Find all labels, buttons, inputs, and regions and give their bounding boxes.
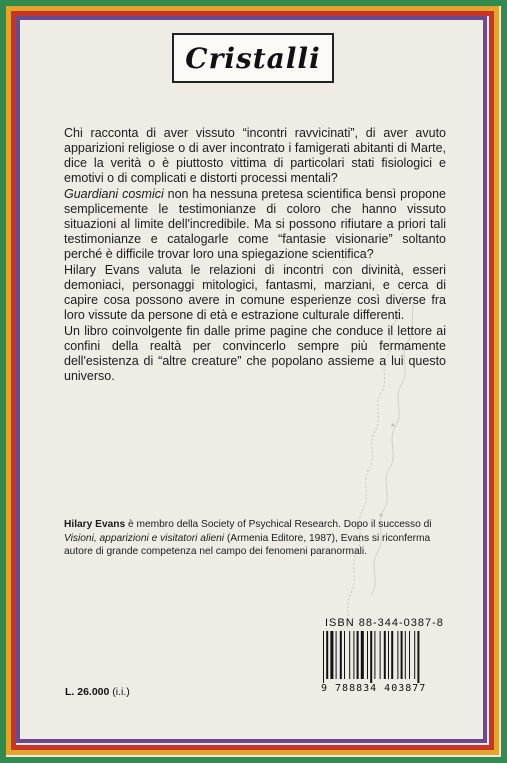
price-label: L. 26.000 (i.i.)	[65, 686, 130, 698]
description-paragraph-2: Guardiani cosmici non ha nessuna pretesa scientifica bensì propone semplicemente le testimonianze di coloro che hanno vissuto situazioni al limite dell'incredibile. Ma si possono rifiutare a priori tali testimonianze e catalogarle come “fantasie visionarie” soltanto perché è difficile trovar loro una spiegazione scientifica?	[64, 187, 447, 261]
book-description	[64, 126, 446, 385]
description-paragraph-4: Un libro coinvolgente fin dalle prime pagine che conduce il lettore ai confini della realtà per convincerlo sempre più fermamente dell'esistenza di “altre creature” che popolano assieme a lui questo universo.	[64, 324, 446, 383]
author-bio: Hilary Evans è membro della Society of Psychical Research. Dopo il successo di Visioni, apparizioni e visitatori alieni (Armenia Editore, 1987), Evans si riconferma autore di grande competenza nel campo dei fenomeni paranormali.	[64, 519, 432, 557]
isbn-label: ISBN 88-344-0387-8	[325, 617, 444, 629]
previous-book-title: Visioni, apparizioni e visitatori alieni	[64, 532, 225, 544]
series-logo-text: Cristalli	[185, 41, 321, 75]
author-name: Hilary Evans	[64, 519, 126, 530]
description-paragraph-3: Hilary Evans valuta le relazioni di incontri con divinità, esseri demoniaci, personaggi mitologici, fantasmi, marziani, e cerca di capire cosa possono avere in comune esperienze così diverse fra loro vissute da persone di età e estrazione culturale differenti.	[64, 263, 446, 322]
series-logo	[172, 33, 334, 83]
barcode-digits: 9 788834 403877	[321, 683, 427, 694]
book-title: Guardiani cosmici	[64, 187, 164, 201]
barcode	[321, 631, 439, 683]
description-paragraph-1: Chi racconta di aver vissuto “incontri ravvicinati”, di aver avuto apparizioni religiose o di aver incontrato i famigerati abitanti di Marte, dice la verità o è piuttosto vittima di particolari stati fisiologici e emotivi o di complicati e distorti processi mentali?	[64, 126, 446, 185]
